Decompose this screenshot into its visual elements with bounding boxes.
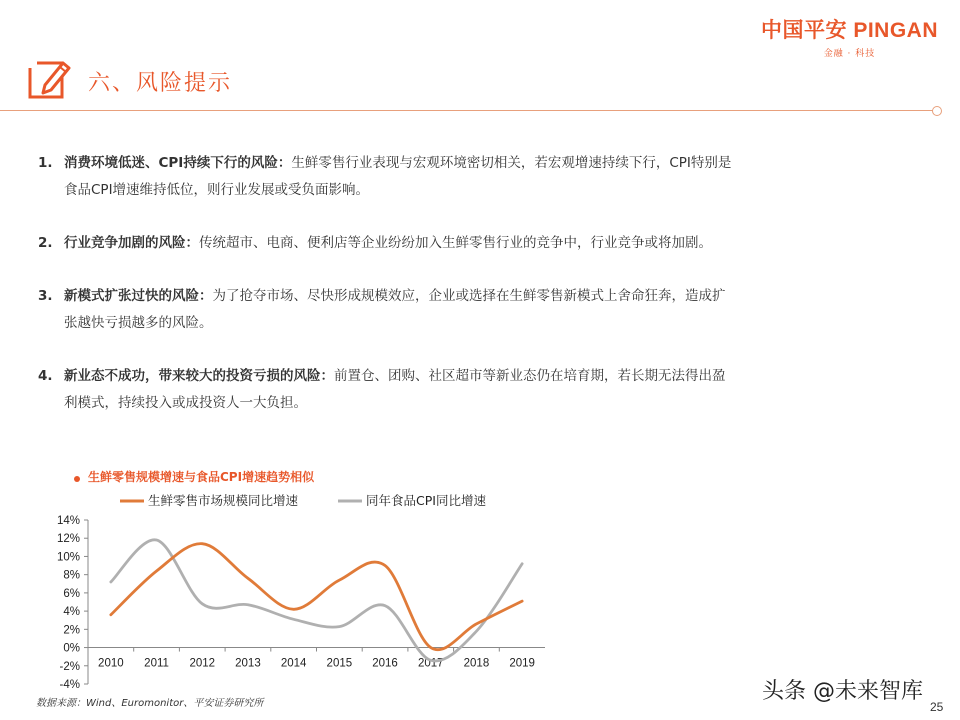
x-tick-label: 2013 [235,657,261,670]
logo-text: 中国平安 PINGAN [760,19,938,42]
risk-number: 2. [38,235,53,251]
risk-item-2 [38,230,738,257]
y-tick-label: -4% [59,679,80,691]
y-tick-label: 0% [63,642,80,655]
y-tick-label: 4% [63,606,80,619]
page-title: 六、风险提示 [88,71,233,96]
y-tick-label: 6% [63,587,80,600]
y-tick-label: 8% [63,569,80,582]
risk-number: 3. [38,288,53,304]
x-tick-label: 2012 [189,657,216,670]
risk-item-3 [38,283,738,337]
chart-title: 生鲜零售规模增速与食品CPI增速趋势相似 [88,470,315,484]
x-tick-label: 2019 [509,657,535,670]
x-tick-label: 2016 [372,657,398,670]
risk-body: 为了抢夺市场、尽快形成规模效应，企业或选择在生鲜零售新模式上舍命狂奔，造成扩张越快亏损越多的风险。 [64,288,726,331]
logo-subtext: 金融 · 科技 [823,49,876,59]
x-tick-label: 2015 [326,657,353,670]
pingan-logo [761,14,938,59]
legend-label: 生鲜零售市场规模同比增速 [148,493,299,508]
risk-item-1 [38,150,738,204]
y-tick-label: 12% [56,533,80,546]
risk-heading: 行业竞争加剧的风险： [64,235,199,251]
x-tick-label: 2017 [417,657,444,670]
source-note: 数据来源：Wind、Euromonitor、平安证券研究所 [36,698,264,709]
risk-number: 1. [38,155,53,171]
risk-body: 前置仓、团购、社区超市等新业态仍在培育期，若长期无法得出盈利模式，持续投入或成投资人一大负担。 [64,368,726,411]
risk-list [38,150,738,443]
y-tick-label: 10% [56,551,80,564]
line-chart [40,486,550,692]
pencil-note-icon [27,57,71,101]
risk-number: 4. [38,368,53,384]
series-line-fresh-retail [111,544,522,650]
y-tick-label: 14% [56,515,80,527]
watermark: 头条 @未来智库 [762,679,923,704]
risk-heading: 新模式扩张过快的风险： [64,288,213,304]
divider-end-dot [932,106,942,116]
risk-body: 传统超市、电商、便利店等企业纷纷加入生鲜零售行业的竞争中，行业竞争或将加剧。 [199,235,712,251]
x-tick-label: 2018 [463,657,490,670]
x-tick-label: 2010 [98,657,124,670]
x-tick-label: 2014 [280,657,307,670]
page-number: 25 [930,700,944,714]
risk-heading: 新业态不成功，带来较大的投资亏损的风险： [64,368,334,384]
chart-title-bullet [74,476,80,482]
legend-label: 同年食品CPI同比增速 [366,493,486,508]
y-tick-label: -2% [59,660,80,673]
x-tick-label: 2011 [144,657,169,670]
y-tick-label: 2% [63,624,80,637]
risk-heading: 消费环境低迷、CPI持续下行的风险： [64,155,292,171]
risk-item-4 [38,363,738,417]
title-divider [0,110,934,111]
risk-body: 生鲜零售行业表现与宏观环境密切相关，若宏观增速持续下行，CPI特别是食品CPI增速维持低位，则行业发展或受负面影响。 [64,155,732,198]
